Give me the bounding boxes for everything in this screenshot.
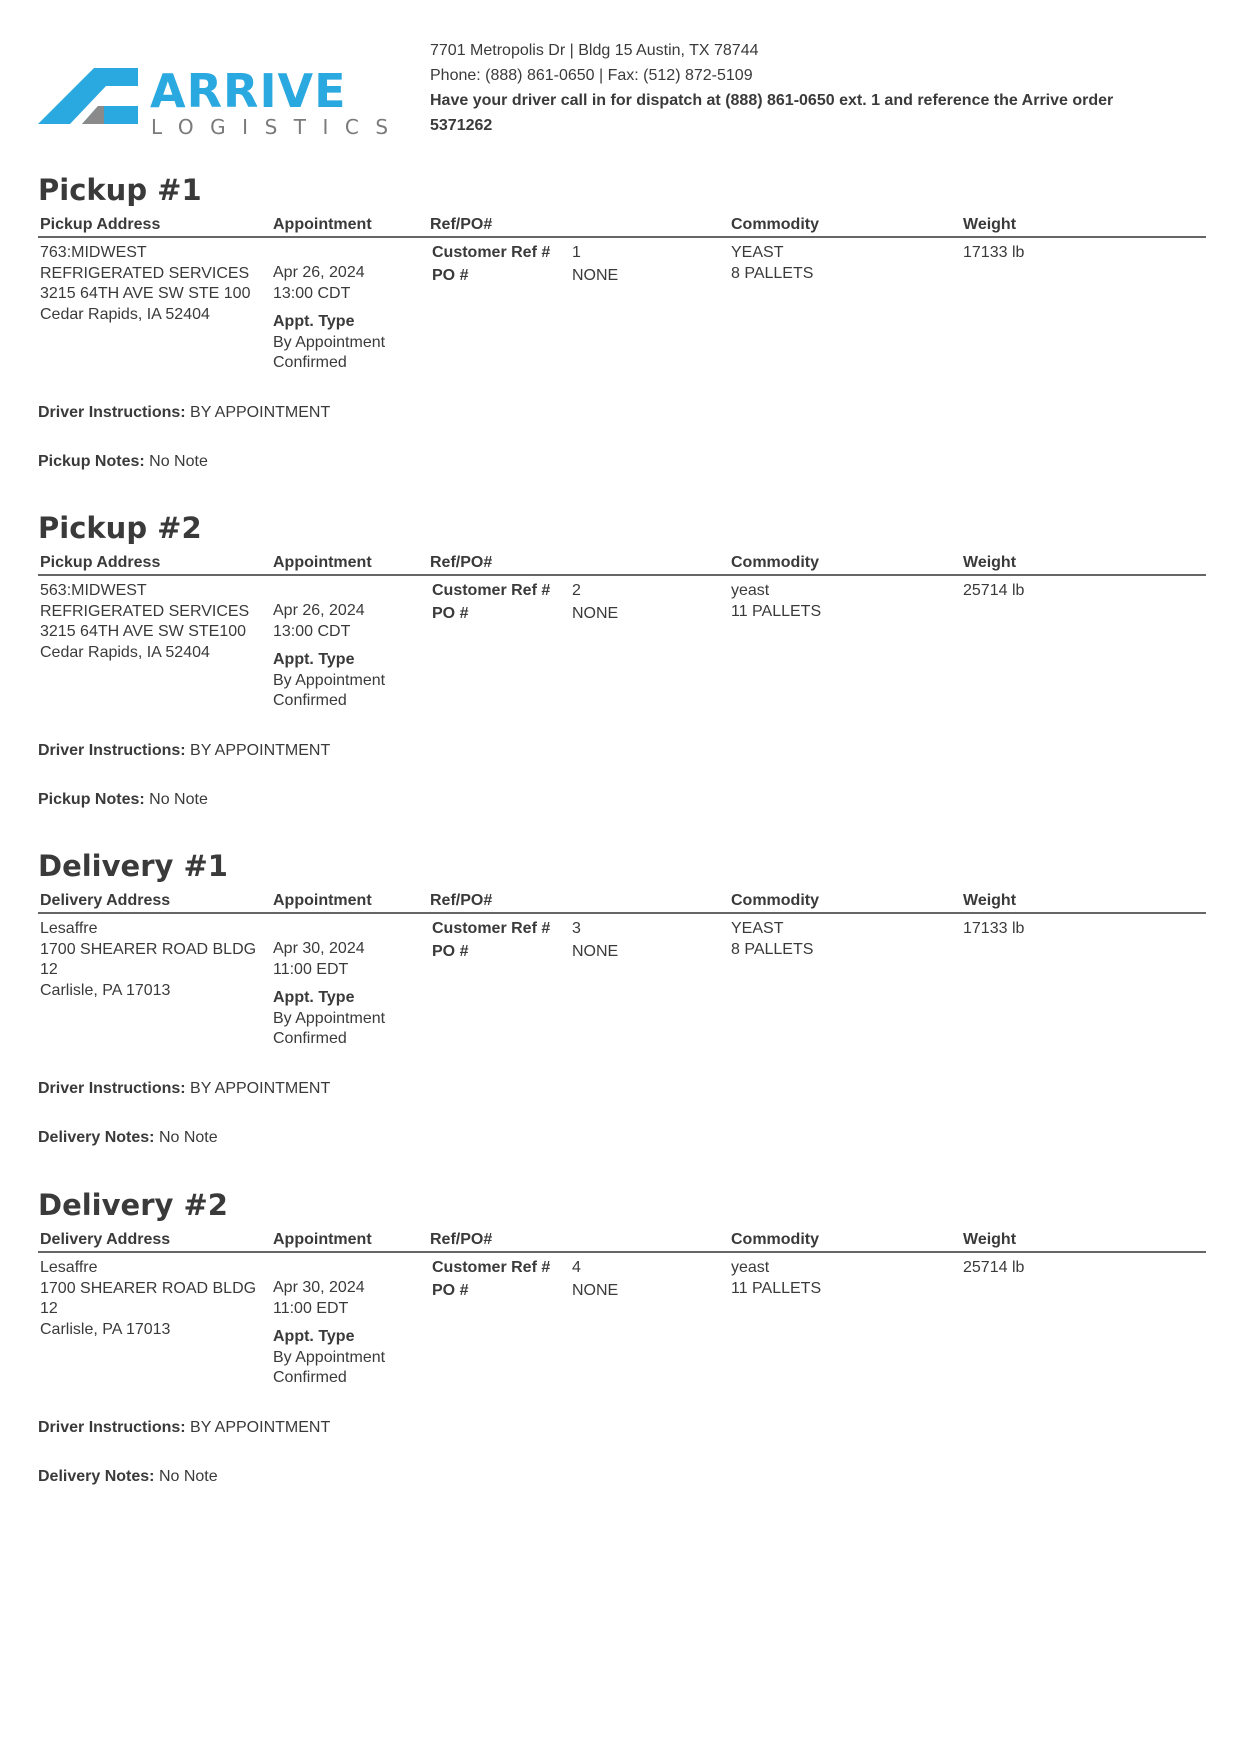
driver-instructions	[38, 1419, 330, 1437]
stop-section-delivery-2	[38, 1185, 1206, 1485]
column-header-commodity: Commodity	[731, 1231, 819, 1248]
appointment-date: Apr 30, 2024	[273, 940, 365, 957]
driver-instructions	[38, 1080, 330, 1098]
notes-value: No Note	[149, 791, 208, 808]
stop-section-pickup-2	[38, 508, 1206, 808]
section-title: Pickup #1	[38, 173, 202, 207]
driver-instructions-label: Driver Instructions:	[38, 404, 186, 421]
stop-notes	[38, 1129, 218, 1147]
commodity-cell	[731, 581, 941, 622]
address-cell	[40, 1258, 265, 1340]
address-line: Cedar Rapids, IA 52404	[40, 305, 210, 323]
weight-cell: 17133 lb	[963, 244, 1025, 261]
column-header-weight: Weight	[963, 216, 1017, 233]
customer-ref-label: Customer Ref #	[432, 1259, 551, 1276]
section-title: Delivery #2	[38, 1188, 228, 1222]
address-line: 563:MIDWEST	[40, 582, 147, 599]
address-line: REFRIGERATED SERVICES	[40, 602, 250, 620]
arrive-logistics-logo	[38, 64, 406, 139]
column-header-row	[38, 1225, 1206, 1253]
stop-notes	[38, 791, 208, 809]
page-header	[38, 38, 1208, 148]
appointment-date: Apr 30, 2024	[273, 1279, 365, 1296]
company-phone-fax: Phone: (888) 861-0650 | Fax: (512) 872-5109	[430, 67, 753, 84]
driver-instructions-label: Driver Instructions:	[38, 742, 186, 759]
company-info	[430, 38, 1190, 138]
commodity-cell	[731, 1258, 941, 1299]
appt-type-label: Appt. Type	[273, 313, 355, 330]
appointment-date: Apr 26, 2024	[273, 602, 365, 619]
appointment-cell	[273, 1258, 433, 1389]
customer-ref-value: 1	[572, 244, 581, 261]
notes-value: No Note	[158, 1468, 218, 1485]
stop-details-row	[38, 914, 1206, 1084]
commodity-quantity: 11 PALLETS	[731, 602, 822, 620]
address-line: 12	[40, 1300, 58, 1317]
stop-details-row	[38, 1253, 1206, 1423]
column-header-address: Delivery Address	[40, 1231, 171, 1248]
stop-notes	[38, 453, 208, 471]
customer-ref-label: Customer Ref #	[432, 920, 551, 937]
logo-mark-icon	[38, 66, 146, 126]
column-header-ref-po: Ref/PO#	[430, 1231, 493, 1248]
notes-value: No Note	[158, 1129, 218, 1146]
po-value: NONE	[572, 1282, 619, 1299]
driver-instructions-value: BY APPOINTMENT	[190, 1080, 331, 1097]
stop-section-delivery-1	[38, 846, 1206, 1146]
driver-instructions-value: BY APPOINTMENT	[190, 404, 331, 421]
notes-label: Delivery Notes:	[38, 1468, 155, 1485]
section-title: Pickup #2	[38, 511, 202, 545]
customer-ref-label: Customer Ref #	[432, 582, 551, 599]
address-line: 12	[40, 961, 58, 978]
commodity-cell	[731, 243, 941, 284]
commodity-quantity: 8 PALLETS	[731, 940, 814, 958]
address-cell	[40, 919, 265, 1001]
appt-type-value: By Appointment	[273, 671, 386, 689]
commodity-name: YEAST	[731, 244, 784, 261]
address-line: 1700 SHEARER ROAD BLDG	[40, 1279, 257, 1297]
commodity-cell	[731, 919, 941, 960]
customer-ref-label: Customer Ref #	[432, 244, 551, 261]
appt-type-value: By Appointment	[273, 333, 386, 351]
column-header-row	[38, 548, 1206, 576]
address-line: Lesaffre	[40, 920, 98, 937]
address-line: Carlisle, PA 17013	[40, 1320, 171, 1338]
column-header-appointment: Appointment	[273, 216, 372, 233]
appointment-cell	[273, 919, 433, 1050]
po-label: PO #	[432, 943, 469, 960]
po-value: NONE	[572, 943, 619, 960]
column-header-ref-po: Ref/PO#	[430, 892, 493, 909]
appointment-date: Apr 26, 2024	[273, 264, 365, 281]
column-header-appointment: Appointment	[273, 554, 372, 571]
column-header-weight: Weight	[963, 1231, 1017, 1248]
notes-label: Delivery Notes:	[38, 1129, 155, 1146]
dispatch-note: Have your driver call in for dispatch at (888) 861-0650 ext. 1 and reference the Arrive order	[430, 92, 1114, 109]
address-cell	[40, 243, 265, 325]
logo-word: ARRIVE	[150, 64, 347, 118]
column-header-address: Pickup Address	[40, 554, 161, 571]
weight-cell: 25714 lb	[963, 582, 1025, 599]
stop-details-row	[38, 238, 1206, 408]
address-line: Carlisle, PA 17013	[40, 981, 171, 999]
po-label: PO #	[432, 1282, 469, 1299]
address-line: Cedar Rapids, IA 52404	[40, 643, 210, 661]
address-line: 3215 64TH AVE SW STE100	[40, 623, 247, 640]
po-value: NONE	[572, 605, 619, 622]
address-line: 3215 64TH AVE SW STE 100	[40, 285, 251, 302]
driver-instructions-label: Driver Instructions:	[38, 1080, 186, 1097]
column-header-weight: Weight	[963, 554, 1017, 571]
appt-status-value: Confirmed	[273, 1030, 347, 1047]
column-header-address: Pickup Address	[40, 216, 161, 233]
notes-value: No Note	[149, 453, 208, 470]
appointment-time: 13:00 CDT	[273, 284, 351, 302]
commodity-name: YEAST	[731, 920, 784, 937]
column-header-commodity: Commodity	[731, 216, 819, 233]
ref-po-cell	[430, 581, 710, 627]
column-header-row	[38, 210, 1206, 238]
address-line: Lesaffre	[40, 1259, 98, 1276]
ref-po-cell	[430, 1258, 710, 1304]
appt-status-value: Confirmed	[273, 354, 347, 371]
address-line: 1700 SHEARER ROAD BLDG	[40, 940, 257, 958]
appt-status-value: Confirmed	[273, 1369, 347, 1386]
column-header-address: Delivery Address	[40, 892, 171, 909]
driver-instructions-label: Driver Instructions:	[38, 1419, 186, 1436]
po-label: PO #	[432, 605, 469, 622]
column-header-commodity: Commodity	[731, 554, 819, 571]
weight-cell: 25714 lb	[963, 1259, 1025, 1276]
commodity-name: yeast	[731, 582, 770, 599]
driver-instructions-value: BY APPOINTMENT	[190, 742, 331, 759]
commodity-quantity: 8 PALLETS	[731, 264, 814, 282]
stop-notes	[38, 1468, 218, 1486]
po-label: PO #	[432, 267, 469, 284]
column-header-weight: Weight	[963, 892, 1017, 909]
appt-type-label: Appt. Type	[273, 1328, 355, 1345]
column-header-appointment: Appointment	[273, 892, 372, 909]
appt-type-label: Appt. Type	[273, 651, 355, 668]
customer-ref-value: 2	[572, 582, 581, 599]
weight-cell: 17133 lb	[963, 920, 1025, 937]
logo-subtitle: LOGISTICS	[151, 115, 405, 139]
appt-type-value: By Appointment	[273, 1009, 386, 1027]
company-address: 7701 Metropolis Dr | Bldg 15 Austin, TX 78744	[430, 42, 759, 59]
appt-type-label: Appt. Type	[273, 989, 355, 1006]
notes-label: Pickup Notes:	[38, 791, 145, 808]
commodity-name: yeast	[731, 1259, 770, 1276]
appointment-time: 11:00 EDT	[273, 1299, 349, 1317]
order-number: 5371262	[430, 117, 493, 134]
stop-section-pickup-1	[38, 170, 1206, 470]
customer-ref-value: 3	[572, 920, 581, 937]
driver-instructions	[38, 404, 330, 422]
ref-po-cell	[430, 919, 710, 965]
driver-instructions-value: BY APPOINTMENT	[190, 1419, 331, 1436]
po-value: NONE	[572, 267, 619, 284]
appt-type-value: By Appointment	[273, 1348, 386, 1366]
driver-instructions	[38, 742, 330, 760]
column-header-ref-po: Ref/PO#	[430, 554, 493, 571]
appointment-time: 11:00 EDT	[273, 960, 349, 978]
customer-ref-value: 4	[572, 1259, 581, 1276]
appointment-cell	[273, 243, 433, 374]
address-cell	[40, 581, 265, 663]
appointment-time: 13:00 CDT	[273, 622, 351, 640]
column-header-row	[38, 886, 1206, 914]
ref-po-cell	[430, 243, 710, 289]
column-header-appointment: Appointment	[273, 1231, 372, 1248]
column-header-commodity: Commodity	[731, 892, 819, 909]
section-title: Delivery #1	[38, 849, 228, 883]
stop-details-row	[38, 576, 1206, 746]
appt-status-value: Confirmed	[273, 692, 347, 709]
commodity-quantity: 11 PALLETS	[731, 1279, 822, 1297]
notes-label: Pickup Notes:	[38, 453, 145, 470]
appointment-cell	[273, 581, 433, 712]
address-line: REFRIGERATED SERVICES	[40, 264, 250, 282]
column-header-ref-po: Ref/PO#	[430, 216, 493, 233]
address-line: 763:MIDWEST	[40, 244, 147, 261]
